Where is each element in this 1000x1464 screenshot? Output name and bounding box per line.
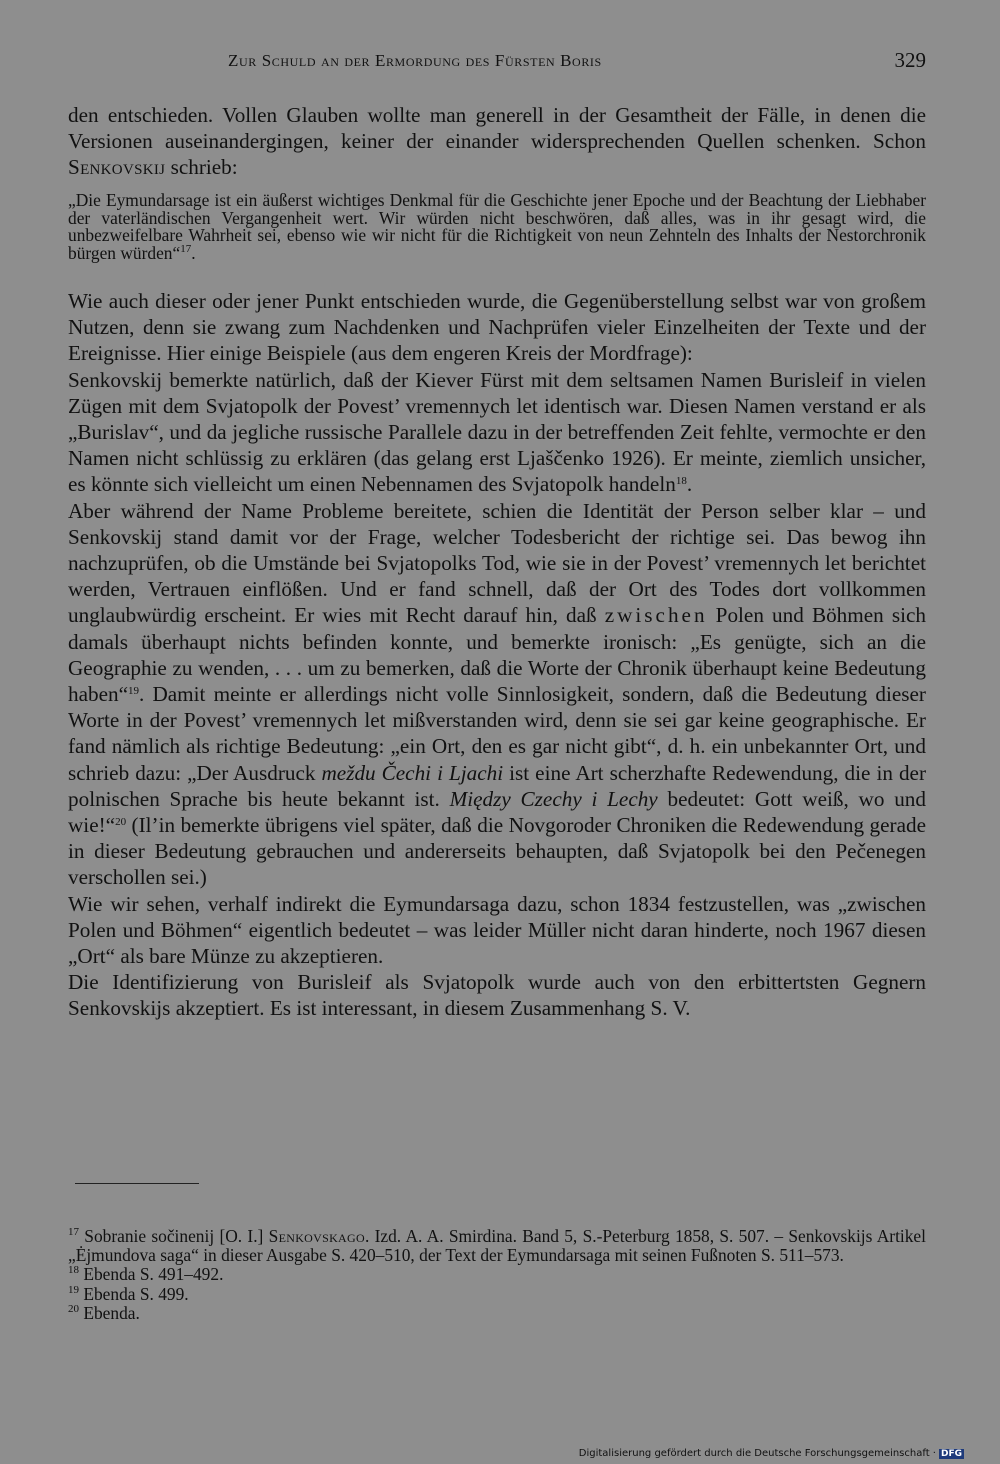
footnote-text-cont: . Izd. A. A. Smirdina. Band 5, S.-Peterburg 1858, S. 507. – Senkovskijs Artikel „Ėjmundova saga“ in dieser Ausgabe S. 420–510, der Text der Eymundarsaga mit seinen Fußnoten S. 511–573. [68, 1226, 926, 1266]
paragraph-main [68, 288, 926, 1022]
paragraph-identification [68, 969, 926, 1021]
footnote-ref-20[interactable]: 20 [115, 816, 127, 829]
digitization-credit[interactable] [579, 1448, 964, 1459]
footnote-divider [75, 1183, 199, 1184]
footnote-number: 17 [68, 1226, 79, 1238]
paragraph-eymundarsaga [68, 891, 926, 970]
running-header [68, 48, 926, 78]
paragraph-intro-text: den entschieden. Vollen Glauben wollte man generell in der Gesamtheit der Fälle, in denen die Versionen auseinandergingen, keiner der einander widersprechenden Quellen schenken. Schon [68, 103, 926, 154]
footnote-text: Ebenda. [79, 1302, 140, 1323]
paragraph-identity-text-2: Polen und Böhmen sich damals überhaupt nichts befinden konnte, und bemerkte ironisch: „Es genügte, sich an die Geographie zu wenden, . . . um zu bemerken, daß die Worte der Chronik überhaupt keine Bedeutung haben“ [68, 603, 926, 707]
footnote-number: 19 [68, 1283, 79, 1296]
footnote-ref-18[interactable]: 18 [675, 475, 687, 488]
paragraph-burisleif-end: . [686, 472, 693, 497]
footnotes [68, 1227, 926, 1323]
footnote-ref-19[interactable]: 19 [128, 685, 139, 698]
paragraph-identity [68, 498, 926, 891]
paragraph-burisleif-text: Senkovskij bemerkte natürlich, daß der Kiever Fürst mit dem seltsamen Namen Burisleif in vielen Zügen mit dem Svjatopolk der Povest’ vremennych let identisch war. Diesen Namen verstand er als „Burislav“, und da jegliche russische Parallele dazu in der betreffenden Zeit fehlte, vermochte er den Namen nicht schlüssig zu erklären (das gelang erst Ljaščenko 1926). Er meinte, ziemlich unsicher, es könnte sich vielleicht um einen Nebennamen des Svjatopolk handeln [68, 367, 926, 497]
paragraph-identity-text-3: . Damit meinte er allerdings nicht volle Sinnlosigkeit, sondern, daß die Bedeutung dieser Worte in der Povest’ vremennych let mißverstanden wird, denn sie sei gar keine geographische. Er fand nämlich als richtige Bedeutung: „ein Ort, den es gar nicht gibt“, d. h. ein unbekannter Ort, und schrieb dazu: „Der Ausdruck [68, 682, 926, 785]
footnote-18 [68, 1265, 926, 1284]
paragraph-identity-text-5: bedeutet: Gott weiß, wo und wie!“ [68, 786, 926, 838]
spaced-emphasis: zwischen [604, 603, 708, 628]
digitization-credit-text: Digitalisierung gefördert durch die Deutsche Forschungsgemeinschaft · [578, 1448, 936, 1459]
paragraph-eymundarsaga-text: Wie wir sehen, verhalf indirekt die Eymundarsaga dazu, schon 1834 festzustellen, was „zwischen Polen und Böhmen“ eigentlich bedeutet – was leider Müller nicht daran hinderte, noch 1967 diesen „Ort“ als bare Münze zu akzeptieren. [68, 891, 926, 969]
paragraph-identity-text-4: ist eine Art scherzhafte Redewendung, die in der polnischen Sprache bis heute bekannt ist. [68, 760, 926, 811]
running-title: Zur Schuld an der Ermordung des Fürsten Boris [228, 51, 602, 70]
paragraph-identification-text: Die Identifizierung von Burisleif als Svjatopolk wurde auch von den erbittertsten Gegnern Senkovskijs akzeptiert. Es ist interessant, in diesem Zusammenhang S. V. [68, 970, 926, 1021]
quote-text: „Die Eymundarsage ist ein äußerst wichtiges Denkmal für die Geschichte jener Epoche und der Beachtung der Liebhaber der vaterländischen Vergangenheit wert. Wir würden nicht beschwören, daß alles, was in ihr gesagt wird, die unbezweifelbare Wahrheit sei, ebenso wie wir nicht für die Richtigkeit von neun Zehnteln des Inhalts der Nestorchronik bürgen würden“ [68, 190, 926, 263]
page-number: 329 [894, 48, 926, 72]
paragraph-identity-text-1: Aber während der Name Probleme bereitete, schien die Identität der Person selber klar – und Senkovskij stand damit vor der Frage, welcher Todesbericht der richtige sei. Das bewog ihn nachzuprüfen, ob die Umstände bei Svjatopolks Tod, wie sie in der Povest’ vremennych let berichtet werden, Vertrauen einflößen. Und er fand schnell, daß der Ort des Todes dort vollkommen unglaubwürdig erscheint. Er wies mit Recht darauf hin, daß [68, 498, 926, 628]
author-name-smallcaps: Senkovskij [68, 155, 166, 180]
footnote-ref-17[interactable]: 17 [180, 242, 192, 255]
footnote-text: Ebenda S. 499. [79, 1283, 189, 1304]
dfg-logo: DFG [940, 1449, 962, 1459]
italic-phrase-polish: Między Czechy i Lechy [449, 786, 658, 811]
footnote-number: 18 [68, 1264, 79, 1277]
italic-phrase-russian: meždu Čechi i Ljachi [321, 760, 504, 785]
footnote-19 [68, 1285, 926, 1304]
footnote-text: Ebenda S. 491–492. [79, 1264, 224, 1285]
footnote-20 [68, 1304, 926, 1323]
block-quote [68, 192, 926, 262]
paragraph-comparison [68, 288, 926, 367]
paragraph-intro [68, 102, 926, 181]
footnote-author-smallcaps: Senkovskago [268, 1226, 365, 1246]
footnote-text: Sobranie sočinenij [O. I.] [79, 1226, 269, 1246]
footnote-number: 20 [68, 1302, 79, 1315]
paragraph-intro-end: schrieb: [165, 155, 238, 180]
paragraph-comparison-text: Wie auch dieser oder jener Punkt entschieden wurde, die Gegenüberstellung selbst war von großem Nutzen, denn sie zwang zum Nachdenken und Nachprüfen vieler Einzelheiten der Texte und der Ereignisse. Hier einige Beispiele (aus dem engeren Kreis der Mordfrage): [68, 289, 926, 366]
quote-end: . [191, 242, 196, 263]
paragraph-identity-text-6: (Il’in bemerkte übrigens viel später, daß die Novgoroder Chroniken die Redewendung gerade in dieser Bedeutung gebrauchen und andererseits behaupten, daß Svjatopolk bei den Pečenegen verschollen sei.) [68, 813, 926, 890]
paragraph-burisleif [68, 367, 926, 498]
footnote-17 [68, 1227, 926, 1265]
